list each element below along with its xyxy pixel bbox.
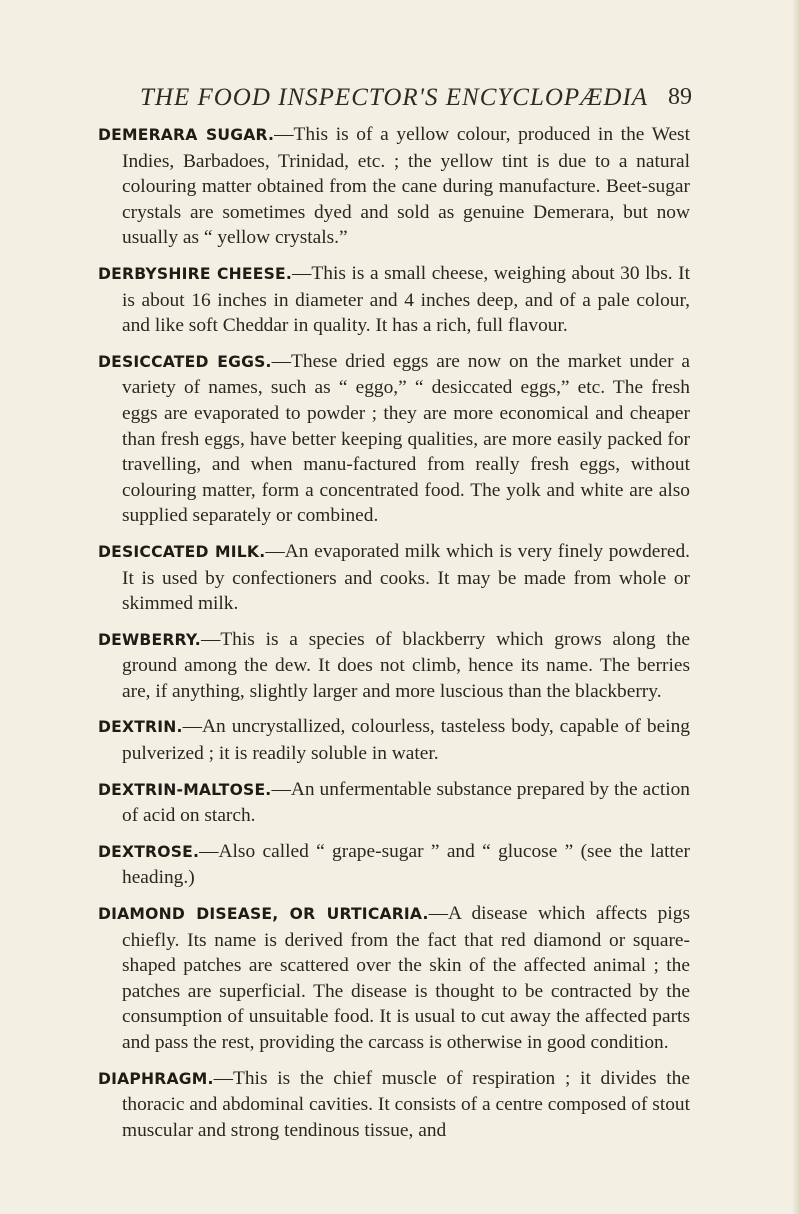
entry-diamond-disease xyxy=(98,901,690,1056)
entry-term: DESICCATED EGGS. xyxy=(98,352,272,371)
encyclopedia-entries xyxy=(98,122,690,1153)
entry-dextrin xyxy=(98,714,690,766)
entry-text: —An uncrystallized, colourless, tasteless body, capable of being pulverized ; it is readily soluble in water. xyxy=(122,716,690,765)
entry-text: —This is a species of blackberry which grows along the ground among the dew. It does not climb, hence its name. The berries are, if anything, slightly larger and more luscious than the blackberry. xyxy=(122,628,690,702)
entry-term: DEXTROSE. xyxy=(98,842,200,861)
running-title: THE FOOD INSPECTOR'S ENCYCLOPÆDIA xyxy=(140,84,649,111)
entry-text: —An unfermentable substance prepared by the action of acid on starch. xyxy=(122,778,690,827)
entry-text: —This is of a yellow colour, produced in the West Indies, Barbadoes, Trinidad, etc. ; the yellow tint is due to a natural colouring matter obtained from the cane during manufacture. Beet-sugar crystals are sometimes dyed and sold as genuine Demerara, but now usually as “ yellow crystals.” xyxy=(122,124,690,249)
entry-derbyshire-cheese xyxy=(98,261,690,339)
entry-text: —This is a small cheese, weighing about 30 lbs. It is about 16 inches in diameter and 4 inches deep, and of a pale colour, and like soft Cheddar in quality. It has a rich, full flavour. xyxy=(122,262,691,337)
entry-text: —An evaporated milk which is very finely powdered. It is used by confectioners and cooks. It may be made from whole or skimmed milk. xyxy=(122,540,691,615)
entry-dewberry xyxy=(98,627,690,705)
entry-demerara-sugar xyxy=(98,122,690,251)
entry-dextrose xyxy=(98,839,690,891)
entry-desiccated-eggs xyxy=(98,349,690,529)
entry-text: —A disease which affects pigs chiefly. Its name is derived from the fact that red diamond or square-shaped patches are scattered over the skin of the affected animal ; the patches are superficial. The disease is thought to be contracted by the consumption of unsuitable food. It is usual to cut away the affected parts and pass the rest, providing the carcass is otherwise in good condition. xyxy=(122,903,690,1053)
entry-text: —Also called “ grape-sugar ” and “ glucose ” (see the latter heading.) xyxy=(122,840,690,889)
entry-term: DERBYSHIRE CHEESE. xyxy=(98,264,293,283)
page-number: 89 xyxy=(668,84,692,110)
entry-dextrin-maltose xyxy=(98,777,690,829)
entry-term: DEXTRIN. xyxy=(98,718,183,737)
entry-text: —This is the chief muscle of respiration ; it divides the thoracic and abdominal cavities. It consists of a centre composed of stout muscular and strong tendinous tissue, and xyxy=(122,1067,690,1141)
entry-term: DEXTRIN-MALTOSE. xyxy=(98,780,272,799)
entry-term: DESICCATED MILK. xyxy=(98,542,266,561)
entry-diaphragm xyxy=(98,1066,690,1144)
entry-desiccated-milk xyxy=(98,539,690,617)
entry-term: DEMERARA SUGAR. xyxy=(98,126,275,144)
page-edge-shadow xyxy=(792,0,800,1214)
entry-term: DIAMOND DISEASE, OR URTICARIA. xyxy=(98,905,429,924)
entry-term: DEWBERRY. xyxy=(98,630,201,649)
entry-term: DIAPHRAGM. xyxy=(98,1069,214,1088)
entry-text: —These dried eggs are now on the market under a variety of names, such as “ eggo,” “ desiccated eggs,” etc. The fresh eggs are evaporated to powder ; they are more economical and cheaper than fresh eggs, have better keeping qualities, are more easily packed for travelling, and when manu-factured from really fresh eggs, without colouring matter, form a concentrated food. The yolk and white are also supplied separately or combined. xyxy=(122,350,690,527)
running-header xyxy=(0,84,800,114)
